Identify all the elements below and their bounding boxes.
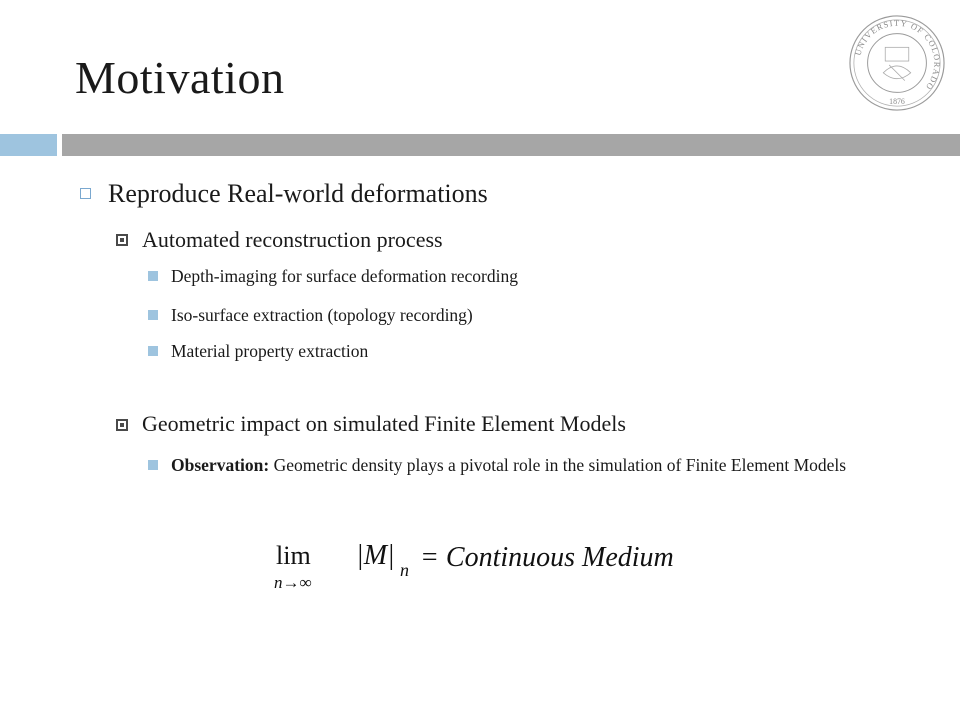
observation-text: Geometric density plays a pivotal role in the simulation of Finite Element Models xyxy=(269,455,847,475)
square-bullet-icon xyxy=(116,419,128,431)
header-accent-bar xyxy=(0,134,57,156)
bullet-automated-reconstruction: Automated reconstruction process xyxy=(142,227,443,252)
square-bullet-icon xyxy=(148,310,158,320)
svg-text:1876: 1876 xyxy=(889,97,905,107)
square-bullet-icon xyxy=(148,271,158,281)
square-bullet-icon xyxy=(80,188,91,199)
observation-item xyxy=(171,453,891,477)
square-bullet-icon xyxy=(116,234,128,246)
formula-expression: |M| xyxy=(356,540,395,571)
limit-formula xyxy=(274,534,744,594)
header-divider-bar xyxy=(62,134,960,156)
square-bullet-icon xyxy=(148,460,158,470)
formula-expression-subscript: n xyxy=(400,560,409,580)
square-bullet-icon xyxy=(148,346,158,356)
bullet-geometric-impact: Geometric impact on simulated Finite Element Models xyxy=(142,411,626,436)
formula-rhs: = Continuous Medium xyxy=(420,542,674,573)
observation-label: Observation: xyxy=(171,455,270,475)
bullet-reproduce-deformations: Reproduce Real-world deformations xyxy=(108,179,488,208)
slide-title: Motivation xyxy=(75,52,285,103)
list-item: Depth-imaging for surface deformation recording xyxy=(171,266,518,286)
list-item: Material property extraction xyxy=(171,341,369,361)
list-item: Iso-surface extraction (topology recording) xyxy=(171,305,473,325)
university-seal-logo xyxy=(848,14,946,112)
formula-lim-subscript: n→∞ xyxy=(274,573,312,592)
formula-lim: lim xyxy=(276,541,311,570)
svg-text:UNIVERSITY OF COLORADO: UNIVERSITY OF COLORADO xyxy=(853,18,942,92)
